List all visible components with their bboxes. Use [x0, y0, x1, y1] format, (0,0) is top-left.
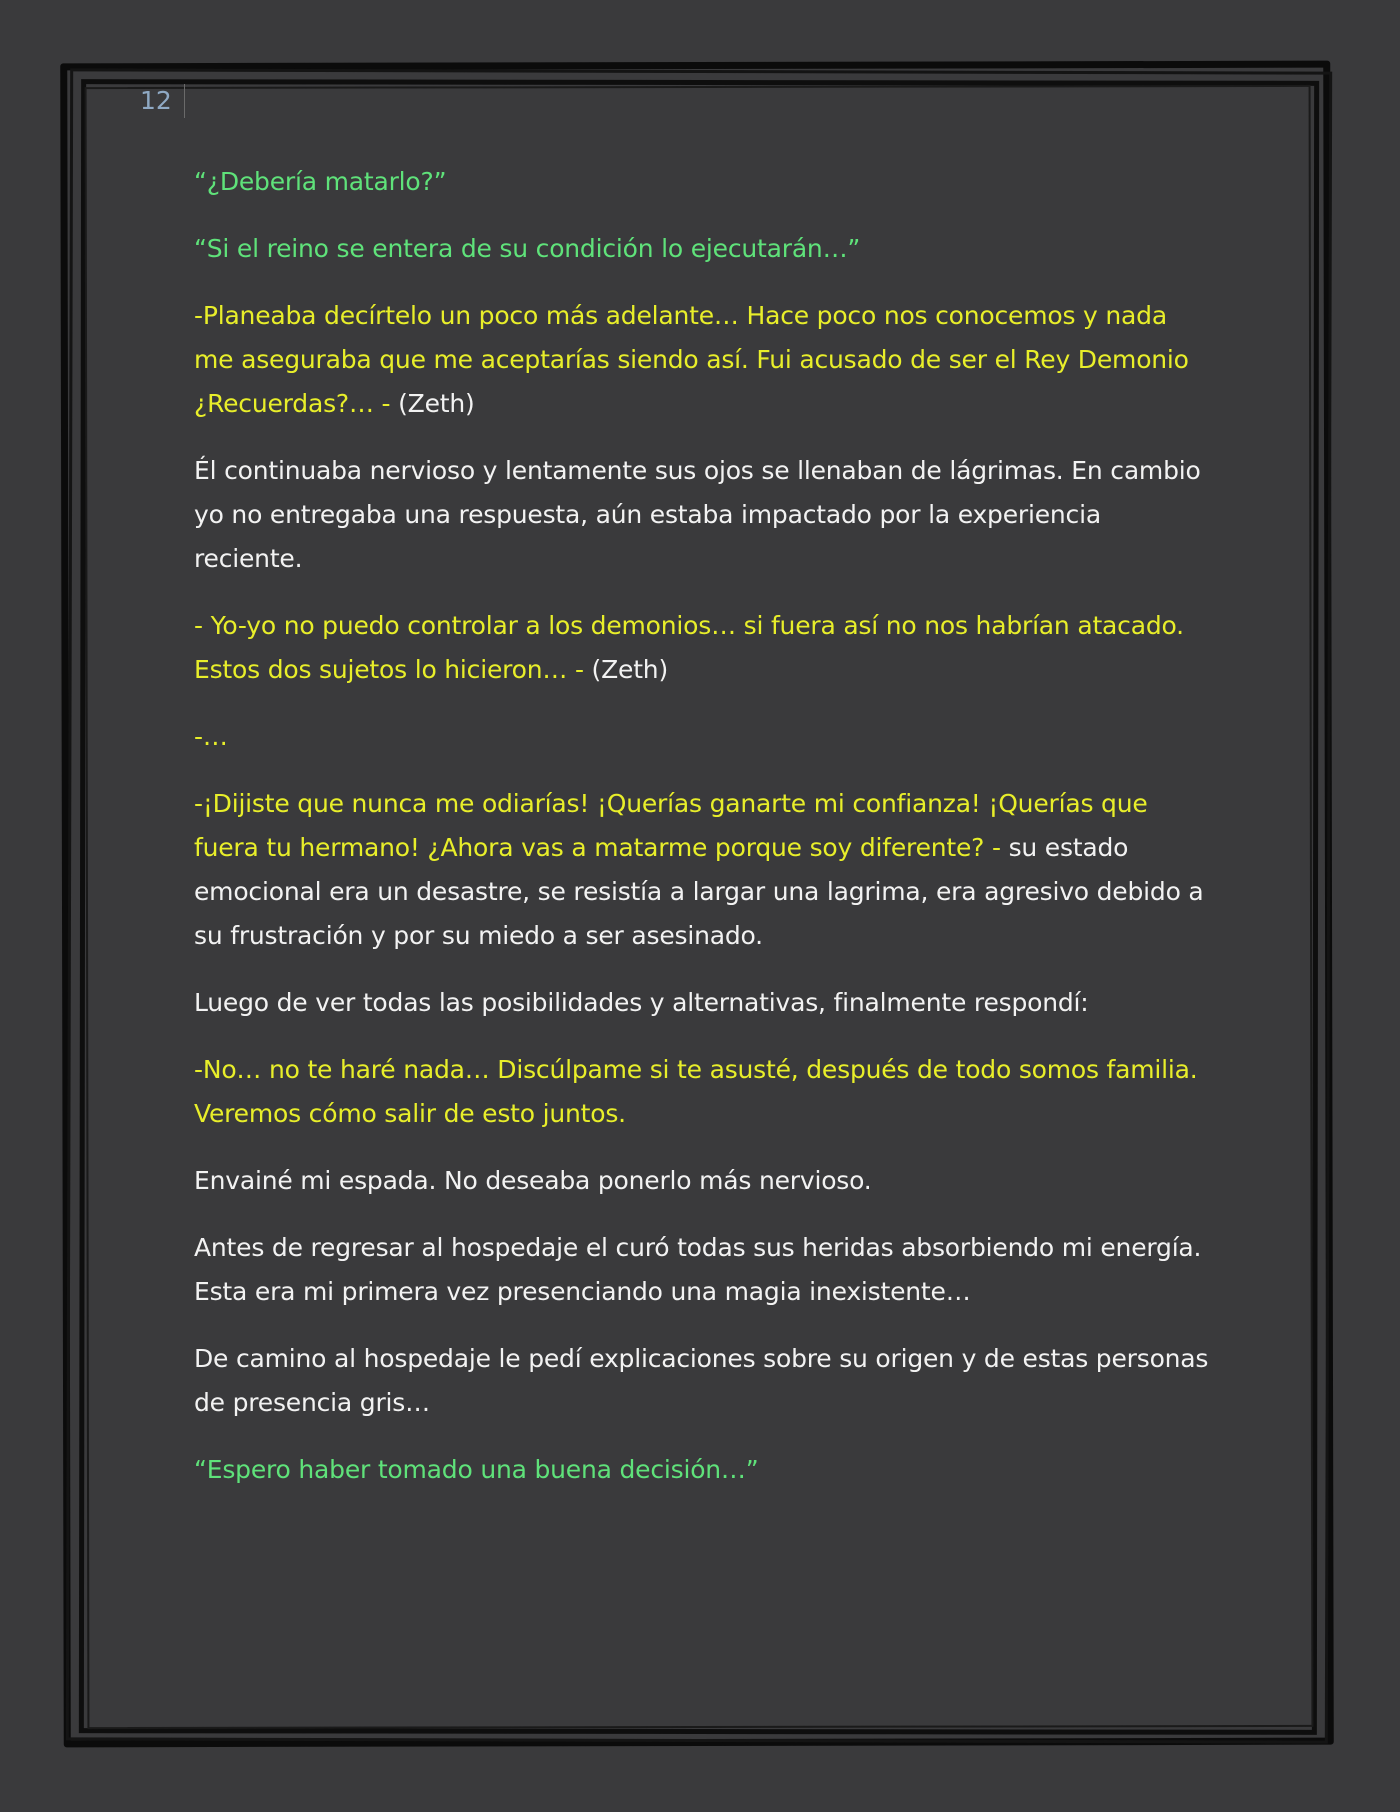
paragraph-6-segment-0: -¡Dijiste que nunca me odiarías! ¡Querías ganarte mi confianza! ¡Querías que fuera tu hermano! ¿Ahora vas a matarme porque soy diferente? - [194, 789, 1148, 862]
paragraph-9 [194, 1159, 1214, 1203]
paragraph-1-segment-0: “Si el reino se entera de su condición lo ejecutarán…” [194, 234, 861, 263]
paragraph-5-segment-0: -… [194, 722, 228, 751]
paragraph-3 [194, 449, 1214, 581]
paragraph-0-segment-0: “¿Debería matarlo?” [194, 167, 447, 196]
paragraph-10-segment-0: Antes de regresar al hospedaje el curó todas sus heridas absorbiendo mi energía. Esta era mi primera vez presenciando una magia inexistente… [194, 1233, 1202, 1306]
paragraph-7 [194, 981, 1214, 1025]
paragraph-0 [194, 160, 1214, 204]
page-body [194, 160, 1214, 1515]
paragraph-4-segment-1: (Zeth) [591, 655, 668, 684]
paragraph-8 [194, 1048, 1214, 1136]
paragraph-6-segment-1: su estado emocional era un desastre, se resistía a largar una lagrima, era agresivo debido a su frustración y por su miedo a ser asesinado. [194, 833, 1204, 950]
page-number: 12 [140, 84, 185, 118]
paragraph-5 [194, 715, 1214, 759]
paragraph-4 [194, 604, 1214, 692]
paragraph-2 [194, 294, 1214, 426]
paragraph-12-segment-0: “Espero haber tomado una buena decisión…” [194, 1455, 759, 1484]
paragraph-6 [194, 782, 1214, 958]
paragraph-9-segment-0: Envainé mi espada. No deseaba ponerlo más nervioso. [194, 1166, 872, 1195]
paragraph-11 [194, 1337, 1214, 1425]
paragraph-12 [194, 1448, 1214, 1492]
paragraph-3-segment-0: Él continuaba nervioso y lentamente sus ojos se llenaban de lágrimas. En cambio yo no entregaba una respuesta, aún estaba impactado por la experiencia reciente. [194, 456, 1201, 573]
paragraph-7-segment-0: Luego de ver todas las posibilidades y alternativas, finalmente respondí: [194, 988, 1089, 1017]
paragraph-2-segment-0: -Planeaba decírtelo un poco más adelante… Hace poco nos conocemos y nada me aseguraba que me aceptarías siendo así. Fui acusado de ser el Rey Demonio ¿Recuerdas?… - [194, 301, 1189, 418]
paragraph-11-segment-0: De camino al hospedaje le pedí explicaciones sobre su origen y de estas personas de presencia gris… [194, 1344, 1209, 1417]
paragraph-2-segment-1: (Zeth) [398, 389, 475, 418]
paragraph-8-segment-0: -No… no te haré nada… Discúlpame si te asusté, después de todo somos familia. Veremos cómo salir de esto juntos. [194, 1055, 1198, 1128]
paragraph-4-segment-0: - Yo-yo no puedo controlar a los demonios… si fuera así no nos habrían atacado. Estos dos sujetos lo hicieron… - [194, 611, 1184, 684]
paragraph-1 [194, 227, 1214, 271]
paragraph-10 [194, 1226, 1214, 1314]
